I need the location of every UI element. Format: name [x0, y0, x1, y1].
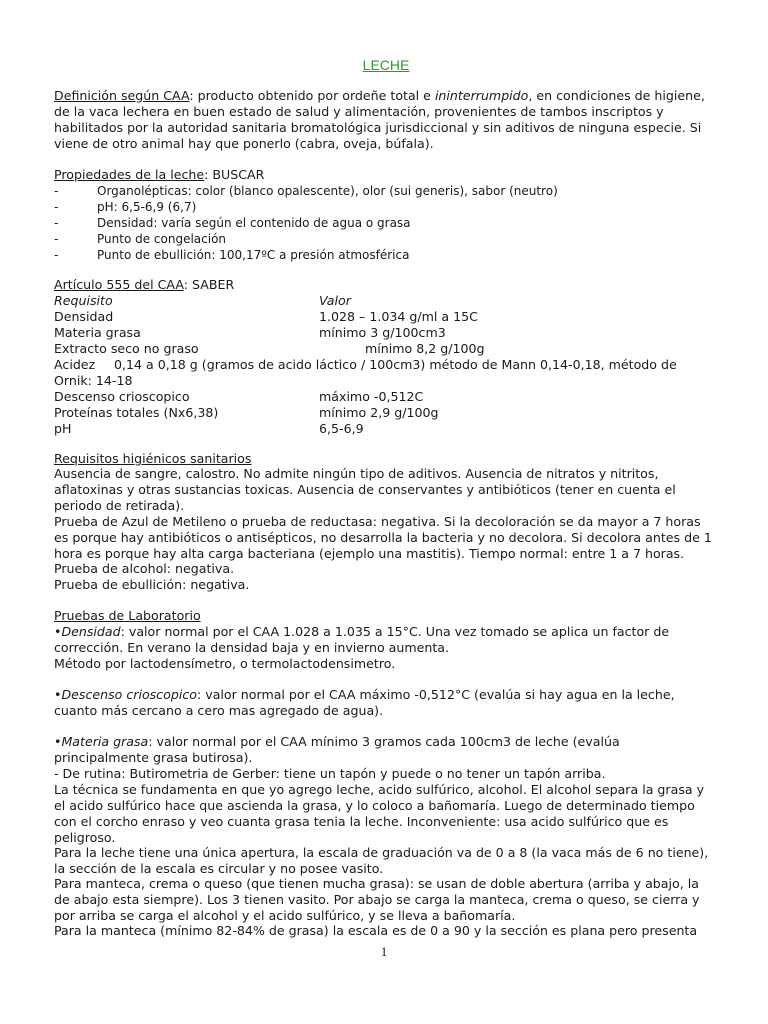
lab-milk-paragraph: Para la leche tiene una única apertura, la escala de graduación va de 0 a 8 (la vaca más de 6 no tiene), la sección de la escala es circular y no posee vasito. [54, 845, 709, 876]
properties-heading-line [54, 167, 718, 183]
page-title: LECHE [362, 57, 410, 73]
lab-density-paragraph: •Densidad: valor normal por el CAA 1.028 a 1.035 a 15°C. Una vez tomado se aplica un factor de corrección. En verano la densidad baja y en invierno aumenta. [54, 624, 670, 655]
lab-heading: Pruebas de Laboratorio [54, 608, 201, 623]
definition-text-pre: : producto obtenido por ordeñe total e [189, 88, 435, 103]
lab-fat-label: Materia grasa [61, 734, 149, 749]
lab-method-line: Método por lactodensímetro, o termolactodensimetro. [54, 656, 396, 671]
lab-cryoscopy-paragraph: •Descenso crioscopico: valor normal por el CAA máximo -0,512°C (evalúa si hay agua en la leche, cuanto más cercano a cero mas agregado de agua). [54, 687, 675, 718]
hygiene-paragraph-2: Prueba de Azul de Metileno o prueba de reductasa: negativa. Si la decoloración se da mayor a 7 horas es porque hay antibióticos o antisépticos, no desarrolla la bacteria y no decolora. Si decolora antes de 1 hora es porque hay alta carga bacteriana (ejemplo una mastitis). Tiempo normal: entre 1 a 7 horas. [54, 514, 712, 561]
lab-butter-paragraph-2: Para la manteca (mínimo 82-84% de grasa) la escala es de 0 a 90 y la sección es plana pero presenta [54, 923, 698, 938]
properties-heading: Propiedades de la leche [54, 167, 205, 182]
lab-technique-paragraph: La técnica se fundamenta en que yo agrego leche, acido sulfúrico, alcohol. El alcohol separa la grasa y el acido sulfúrico hace que ascienda la grasa, y lo coloco a bañomaría. Luego de determinado tiempo con el corcho enraso y veo cuanta grasa tenia la leche. Inconveniente: usa acido sulfúrico que es peligroso. [54, 782, 705, 845]
lab-butter-paragraph: Para manteca, crema o queso (que tienen mucha grasa): se usan de doble abertura (arriba y abajo, la de abajo esta siempre). Los 3 tienen vasito. Por abajo se carga la manteca, crema o queso, se cierra y por arriba se carga el alcohol y el acido sulfúrico, y se lleva a bañomaría. [54, 876, 700, 923]
lab-fat-paragraph: •Materia grasa: valor normal por el CAA mínimo 3 gramos cada 100cm3 de leche (evalúa principalmente grasa butirosa). [54, 734, 620, 765]
properties-suffix: : BUSCAR [204, 167, 265, 182]
lab-density-label: Densidad [61, 624, 121, 639]
definition-heading: Definición según CAA [54, 88, 190, 103]
lab-cryoscopy-label: Descenso crioscopico [61, 687, 197, 702]
definition-emphasis: ininterrumpido [434, 88, 529, 103]
hygiene-paragraph-1: Ausencia de sangre, calostro. No admite ningún tipo de aditivos. Ausencia de nitratos y nitritos, aflatoxinas y otras sustancias toxicas. Ausencia de conservantes y antibióticos (tener en cuenta el periodo de retirada). [54, 466, 676, 513]
column-header-requisito: Requisito [54, 293, 113, 308]
hygiene-heading: Requisitos higiénicos sanitarios [54, 451, 252, 466]
article-heading-line [54, 277, 718, 293]
lab-routine-line: - De rutina: Butirometria de Gerber: tiene un tapón y puede o no tener un tapón arriba. [54, 766, 606, 781]
article-suffix: : SABER [183, 277, 235, 292]
article-heading: Artículo 555 del CAA [54, 277, 184, 292]
definition-text-post: , en condiciones de higiene, de la vaca lechera en buen estado de salud y alimentación, provenientes de tambos inscriptos y habilitados por la autoridad sanitaria bromatológica jurisdiccional y sin aditivos de ninguna especie. Si viene de otro animal hay que ponerlo (cabra, oveja, búfala). [54, 88, 705, 151]
column-header-valor: Valor [319, 293, 351, 308]
hygiene-paragraph-3: Prueba de alcohol: negativa. [54, 561, 235, 576]
page-number: 1 [380, 944, 388, 959]
hygiene-paragraph-4: Prueba de ebullición: negativa. [54, 577, 250, 592]
definition-paragraph [54, 88, 718, 152]
